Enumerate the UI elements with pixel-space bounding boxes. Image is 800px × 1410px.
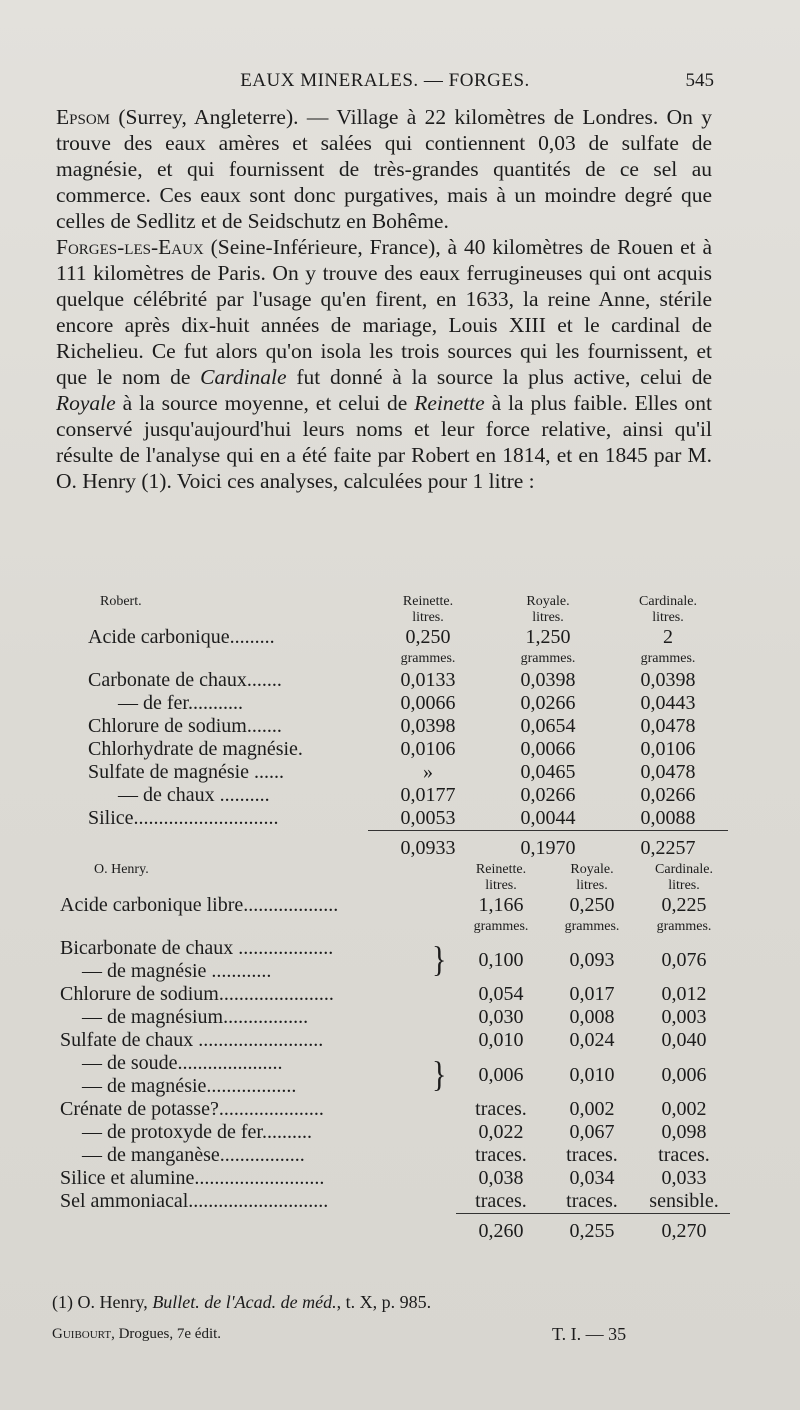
table-row — [88, 692, 728, 715]
column-header: Cardinale. — [639, 594, 697, 609]
cell-value: 0,250 — [569, 894, 615, 916]
cell-value: 2 — [663, 626, 673, 648]
table-row — [60, 1167, 730, 1190]
unit-label: litres. — [652, 610, 684, 625]
unit-label: grammes. — [640, 651, 696, 666]
cell-value: 0,0443 — [640, 692, 696, 714]
totals-row — [88, 831, 728, 861]
cell-value: 0,002 — [661, 1098, 707, 1120]
cell-value: 0,022 — [478, 1121, 524, 1143]
cell-value: 0,040 — [661, 1029, 707, 1051]
table-row — [60, 1121, 730, 1144]
row-label: Chlorure de sodium....................... — [60, 983, 334, 1005]
publisher-name: Guibourt — [52, 1326, 112, 1342]
row-label: — de chaux .......... — [118, 784, 270, 806]
total-value: 0,0933 — [368, 831, 488, 861]
term-cardinale: Cardinale — [200, 365, 287, 389]
running-title: EAUX MINERALES. — FORGES. — [240, 70, 530, 91]
cell-value: 0,0066 — [520, 738, 576, 760]
row-label: Sulfate de chaux ......................... — [60, 1029, 324, 1051]
unit-label: grammes. — [520, 651, 576, 666]
row-label: — de manganèse................. — [82, 1144, 305, 1166]
total-value: 0,260 — [456, 1214, 546, 1244]
row-label: — de protoxyde de fer.......... — [82, 1121, 312, 1143]
table-row — [60, 1098, 730, 1121]
cell-value: traces. — [475, 1144, 527, 1166]
cell-value: sensible. — [649, 1190, 719, 1212]
cell-value: 0,0266 — [520, 784, 576, 806]
cell-value: 1,166 — [478, 894, 524, 916]
unit-label: litres. — [576, 878, 608, 893]
column-header: Royale. — [526, 594, 570, 609]
total-value: 0,270 — [638, 1214, 730, 1244]
signature-right: T. I. — 35 — [552, 1324, 627, 1344]
row-label: Silice et alumine.......................... — [60, 1167, 325, 1189]
cell-value: 0,010 — [569, 1063, 615, 1086]
row-label: Crénate de potasse?..................... — [60, 1098, 324, 1120]
cell-value: 0,0106 — [640, 738, 696, 760]
table-row — [60, 1190, 730, 1214]
spacer-cell — [432, 1167, 456, 1190]
cell-value: 0,033 — [661, 1167, 707, 1189]
cell-value: 0,006 — [661, 1063, 707, 1086]
row-label: Sulfate de magnésie ...... — [88, 761, 285, 783]
row-label: Acide carbonique libre................... — [60, 894, 339, 916]
table-henry-author: O. Henry. — [94, 862, 149, 877]
body-text — [56, 104, 712, 494]
entry-epsom: Epsom — [56, 105, 110, 129]
cell-value: 0,012 — [661, 983, 707, 1005]
term-reinette: Reinette — [414, 391, 485, 415]
cell-value: 1,250 — [525, 626, 571, 648]
column-header: Cardinale. — [655, 862, 713, 877]
signature-left — [52, 1326, 221, 1343]
table-robert — [88, 594, 728, 860]
table-robert-author: Robert. — [100, 594, 142, 609]
column-header: Reinette. — [402, 594, 454, 609]
cell-value: 0,017 — [569, 983, 615, 1005]
row-label: Sel ammoniacal............................ — [60, 1190, 329, 1212]
paragraph-forges — [56, 234, 712, 494]
cell-value: 0,250 — [405, 626, 451, 648]
unit-label: grammes. — [400, 651, 456, 666]
table-row — [60, 1029, 730, 1052]
cell-value: 0,006 — [478, 1063, 524, 1086]
table-henry — [60, 862, 730, 1243]
cell-value: 0,0398 — [640, 669, 696, 691]
table-row-bicarbonate — [60, 937, 730, 983]
forges-text-2: fut donné à la source la plus active, celui de — [286, 365, 712, 389]
footnote-journal: Bullet. de l'Acad. de méd. — [152, 1292, 337, 1312]
cell-value: 0,0266 — [640, 784, 696, 806]
forges-text-4: à la plus faible. Elles ont conservé jusqu'aujourd'hui leurs noms et leur force relative, ainsi qu'il résulte de l'analyse qui en a été faite par Robert en 1814, et en 1845 par M. O. Henry (1). Voici ces analyses, calculées pour 1 litre : — [56, 391, 712, 493]
total-value: 0,1970 — [488, 831, 608, 861]
cell-value: 0,0044 — [520, 807, 576, 829]
spacer-cell — [432, 1190, 456, 1214]
cell-value: 0,008 — [569, 1006, 615, 1028]
cell-value: 0,003 — [661, 1006, 707, 1028]
row-label: Chlorhydrate de magnésie. — [88, 738, 303, 760]
footnote — [52, 1292, 431, 1313]
cell-value: 0,067 — [569, 1121, 615, 1143]
cell-value: 0,0133 — [400, 669, 456, 691]
row-label: Silice............................. — [88, 807, 279, 829]
table-row — [60, 1006, 730, 1029]
table-row — [88, 738, 728, 761]
cell-value: 0,030 — [478, 1006, 524, 1028]
entry-forges: Forges-les-Eaux — [56, 235, 204, 259]
spacer-cell — [432, 1029, 456, 1052]
publisher-rest: , Drogues, 7e édit. — [111, 1326, 222, 1342]
table-row — [60, 1144, 730, 1167]
table-row — [88, 669, 728, 692]
cell-value: 0,038 — [478, 1167, 524, 1189]
cell-value: traces. — [475, 1098, 527, 1120]
row-label: — de soude..................... — [82, 1052, 283, 1074]
cell-value: 0,0066 — [400, 692, 456, 714]
cell-value: 0,076 — [661, 948, 707, 971]
table-henry-rows-a — [60, 983, 730, 1052]
total-value: 0,2257 — [608, 831, 728, 861]
table-row — [88, 715, 728, 738]
cell-value: 0,0106 — [400, 738, 456, 760]
cell-value: traces. — [566, 1190, 618, 1212]
cell-value: traces. — [475, 1190, 527, 1212]
cell-value: 0,098 — [661, 1121, 707, 1143]
row-label: Acide carbonique......... — [88, 626, 275, 648]
table-robert-rows — [88, 669, 728, 831]
term-royale: Royale — [56, 391, 116, 415]
footnote-rest: , t. X, p. 985. — [336, 1292, 432, 1312]
brace-icon: } — [432, 939, 447, 980]
cell-value: 0,0177 — [400, 784, 456, 806]
table-row — [88, 761, 728, 784]
cell-value: 0,100 — [478, 948, 524, 971]
cell-value: 0,093 — [569, 948, 615, 971]
cell-value: 0,002 — [569, 1098, 615, 1120]
forges-text-1: (Seine-Inférieure, France), à 40 kilomètres de Rouen et à 111 kilomètres de Paris. On y trouve des eaux ferrugineuses qui ont acquis quelque célébrité par l'usage qu'en firent, en 1633, la reine Anne, stérile encore après dix-huit années de mariage, Louis XIII et le cardinal de Richelieu. Ce fut alors qu'on isola les trois sources qui les fournissent, et que le nom de — [56, 235, 712, 389]
row-label: Bicarbonate de chaux ................... — [60, 937, 334, 959]
column-header: Royale. — [570, 862, 614, 877]
table-row — [88, 626, 728, 649]
unit-label: litres. — [668, 878, 700, 893]
cell-value: 0,0266 — [520, 692, 576, 714]
spacer-cell — [432, 1144, 456, 1167]
cell-value: 0,054 — [478, 983, 524, 1005]
row-label: — de magnésie.................. — [82, 1075, 297, 1097]
unit-label: litres. — [532, 610, 564, 625]
paragraph-epsom — [56, 104, 712, 234]
cell-value: 0,0478 — [640, 715, 696, 737]
cell-value: » — [423, 761, 433, 783]
footnote-marker: (1) O. Henry, — [52, 1292, 153, 1312]
column-header: Reinette. — [475, 862, 527, 877]
cell-value: 0,0465 — [520, 761, 576, 783]
row-label: Chlorure de sodium....... — [88, 715, 282, 737]
cell-value: 0,024 — [569, 1029, 615, 1051]
table-henry-rows-b — [60, 1098, 730, 1214]
forges-text-3: à la source moyenne, et celui de — [115, 391, 415, 415]
table-row — [88, 784, 728, 807]
table-row — [88, 807, 728, 831]
row-label: — de magnésium................. — [82, 1006, 309, 1028]
cell-value: 0,0478 — [640, 761, 696, 783]
running-header — [56, 66, 714, 96]
row-label: Carbonate de chaux....... — [88, 669, 282, 691]
cell-value: 0,0398 — [400, 715, 456, 737]
cell-value: traces. — [658, 1144, 710, 1166]
spacer-cell — [432, 1098, 456, 1121]
spacer-cell — [432, 1006, 456, 1029]
unit-label: litres. — [412, 610, 444, 625]
total-value: 0,255 — [546, 1214, 638, 1244]
spacer-cell — [432, 983, 456, 1006]
cell-value: 0,0398 — [520, 669, 576, 691]
cell-value: 0,010 — [478, 1029, 524, 1051]
cell-value: traces. — [566, 1144, 618, 1166]
unit-label: grammes. — [656, 919, 712, 934]
cell-value: 0,034 — [569, 1167, 615, 1189]
unit-label: litres. — [485, 878, 517, 893]
unit-label: grammes. — [473, 919, 529, 934]
table-row — [60, 983, 730, 1006]
cell-value: 0,0088 — [640, 807, 696, 829]
row-label: — de fer........... — [118, 692, 243, 714]
epsom-text: (Surrey, Angleterre). — Village à 22 kilomètres de Londres. On y trouve des eaux amères et salées qui contiennent 0,03 de sulfate de magnésie, et qui fournissent de très-grandes quantités de ce sel au commerce. Ces eaux sont donc purgatives, mais à un moindre degré que celles de Sedlitz et de Seidschutz en Bohême. — [56, 105, 712, 233]
brace-icon: } — [432, 1054, 447, 1095]
row-label: — de magnésie ............ — [82, 960, 272, 982]
cell-value: 0,0654 — [520, 715, 576, 737]
spacer-cell — [432, 1121, 456, 1144]
cell-value: 0,0053 — [400, 807, 456, 829]
unit-label: grammes. — [564, 919, 620, 934]
cell-value: 0,225 — [661, 894, 707, 916]
table-row — [60, 894, 730, 917]
page-number: 545 — [685, 70, 714, 91]
totals-row — [60, 1214, 730, 1244]
table-row-soude — [60, 1052, 730, 1098]
